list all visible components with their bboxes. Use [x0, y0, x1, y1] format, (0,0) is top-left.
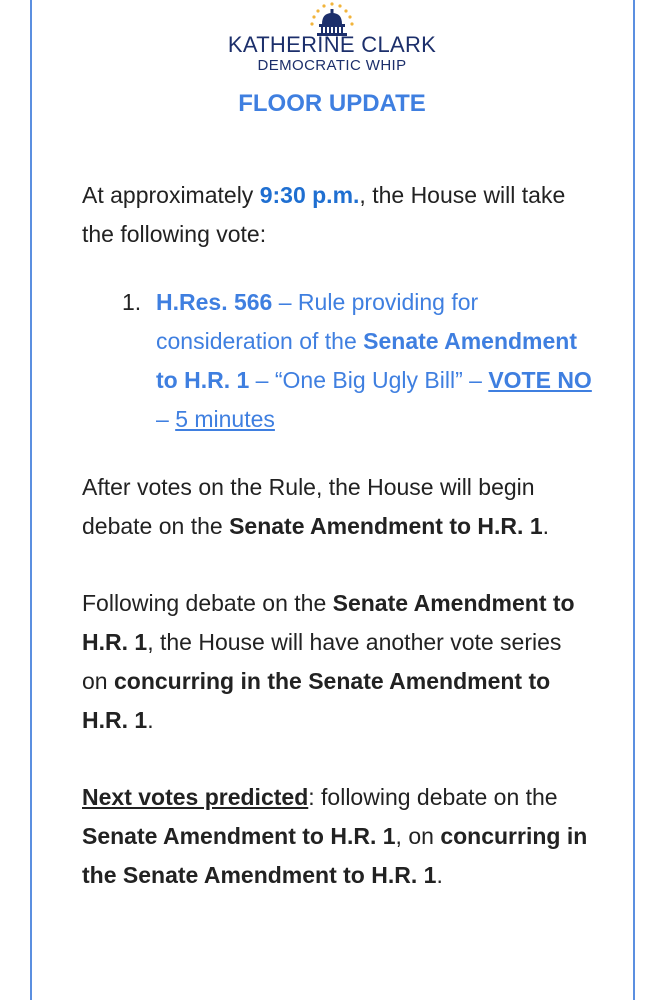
next-votes-paragraph — [82, 778, 592, 895]
vote-recommendation-link[interactable]: VOTE NO — [488, 367, 592, 393]
vote-duration-link[interactable]: 5 minutes — [175, 406, 275, 432]
next-votes-mid: , on — [395, 823, 441, 849]
after-rule-end: . — [542, 513, 550, 539]
org-subtitle: DEMOCRATIC WHIP — [257, 57, 407, 74]
intro-text-end: , the House will take the following vote: — [82, 182, 566, 247]
next-votes-end: . — [436, 862, 443, 888]
following-debate-paragraph — [82, 584, 592, 740]
vote-list — [82, 283, 592, 439]
following-debate-bold2: concurring in the Senate Amendment to H.R. 1 — [82, 668, 551, 733]
next-votes-label: Next votes predicted — [82, 784, 309, 810]
after-rule-text: After votes on the Rule, the House will begin debate on the — [82, 474, 535, 539]
org-name: KATHERINE CLARK — [227, 32, 437, 57]
list-item — [82, 283, 592, 439]
following-debate-text: Following debate on the — [82, 590, 333, 616]
intro-text: At approximately — [82, 182, 260, 208]
vote-time: 9:30 p.m. — [259, 182, 360, 208]
following-debate-bold1: Senate Amendment to H.R. 1 — [82, 590, 575, 655]
email-body — [82, 176, 592, 895]
bill-nickname: – “One Big Ugly Bill” – — [249, 367, 489, 393]
following-debate-end: . — [147, 707, 154, 733]
capitol-dome-icon — [300, 0, 364, 36]
next-votes-bold2: concurring in the Senate Amendment to H.R. 1 — [82, 823, 588, 888]
bill-description: – Rule providing for consideration of the — [156, 289, 479, 354]
bill-number: H.Res. 566 — [156, 289, 273, 315]
next-votes-bold1: Senate Amendment to H.R. 1 — [82, 823, 396, 849]
intro-paragraph — [82, 176, 592, 254]
following-debate-mid: , the House will have another vote series on — [82, 629, 562, 694]
after-rule-bold: Senate Amendment to H.R. 1 — [229, 513, 543, 539]
after-rule-paragraph — [82, 468, 592, 546]
page-title: FLOOR UPDATE — [238, 90, 426, 117]
amendment-name: Senate Amendment to H.R. 1 — [156, 328, 578, 393]
separator: – — [156, 406, 176, 432]
list-number: 1. — [122, 289, 142, 315]
next-votes-text: : following debate on the — [308, 784, 558, 810]
